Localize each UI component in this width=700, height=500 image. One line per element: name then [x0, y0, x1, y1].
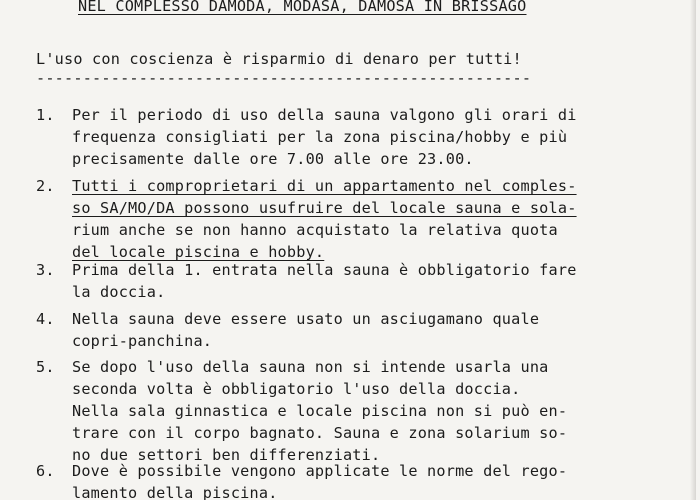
rule-line: trare con il corpo bagnato. Sauna e zona solarium so-: [72, 424, 568, 442]
rule-line: del locale piscina e hobby.: [72, 243, 325, 261]
rule-line: Tutti i comproprietari di un appartamento nel comples-: [72, 177, 577, 195]
rule-line: lamento della piscina.: [72, 484, 278, 500]
rule-number: 2.: [36, 177, 55, 195]
rule-line: no due settori ben differenziati.: [72, 446, 381, 464]
rule-text: [72, 460, 567, 500]
rule-number: 3.: [36, 261, 55, 279]
intro-statement: L'uso con coscienza è risparmio di denaro per tutti!: [36, 50, 522, 68]
rule-line: Se dopo l'uso della sauna non si intende usarla una: [72, 358, 549, 376]
rule-line: Per il periodo di uso della sauna valgono gli orari di: [72, 106, 577, 124]
rule-line: frequenza consigliati per la zona piscina/hobby e più: [72, 128, 568, 146]
rule-line: so SA/MO/DA possono usufruire del locale sauna e sola-: [72, 199, 577, 217]
rule-text: [72, 104, 577, 170]
rule-text: [72, 308, 539, 352]
rule-number: 6.: [36, 462, 55, 480]
rule-number: 5.: [36, 358, 55, 376]
rule-line: Prima della 1. entrata nella sauna è obbligatorio fare: [72, 261, 577, 279]
rule-line: Dove è possibile vengono applicate le norme del rego-: [72, 462, 568, 480]
document-header: NEL COMPLESSO DAMODA, MODASA, DAMOSA IN BRISSAGO: [78, 0, 527, 15]
rule-line: seconda volta è obbligatorio l'uso della doccia.: [72, 380, 521, 398]
rule-text: [72, 259, 577, 303]
paper-edge-shadow: [690, 0, 696, 500]
dashed-divider: -----------------------------------------------------: [36, 69, 532, 87]
rule-line: copri-panchina.: [72, 332, 213, 350]
rule-number: 4.: [36, 310, 55, 328]
rule-line: rium anche se non hanno acquistato la relativa quota: [72, 221, 558, 239]
rule-text: [72, 175, 577, 263]
rule-line: precisamente dalle ore 7.00 alle ore 23.00.: [72, 150, 474, 168]
rule-text: [72, 356, 567, 466]
rule-line: Nella sala ginnastica e locale piscina non si può en-: [72, 402, 568, 420]
rule-line: la doccia.: [72, 283, 166, 301]
rule-line: Nella sauna deve essere usato un asciugamano quale: [72, 310, 540, 328]
rule-number: 1.: [36, 106, 55, 124]
